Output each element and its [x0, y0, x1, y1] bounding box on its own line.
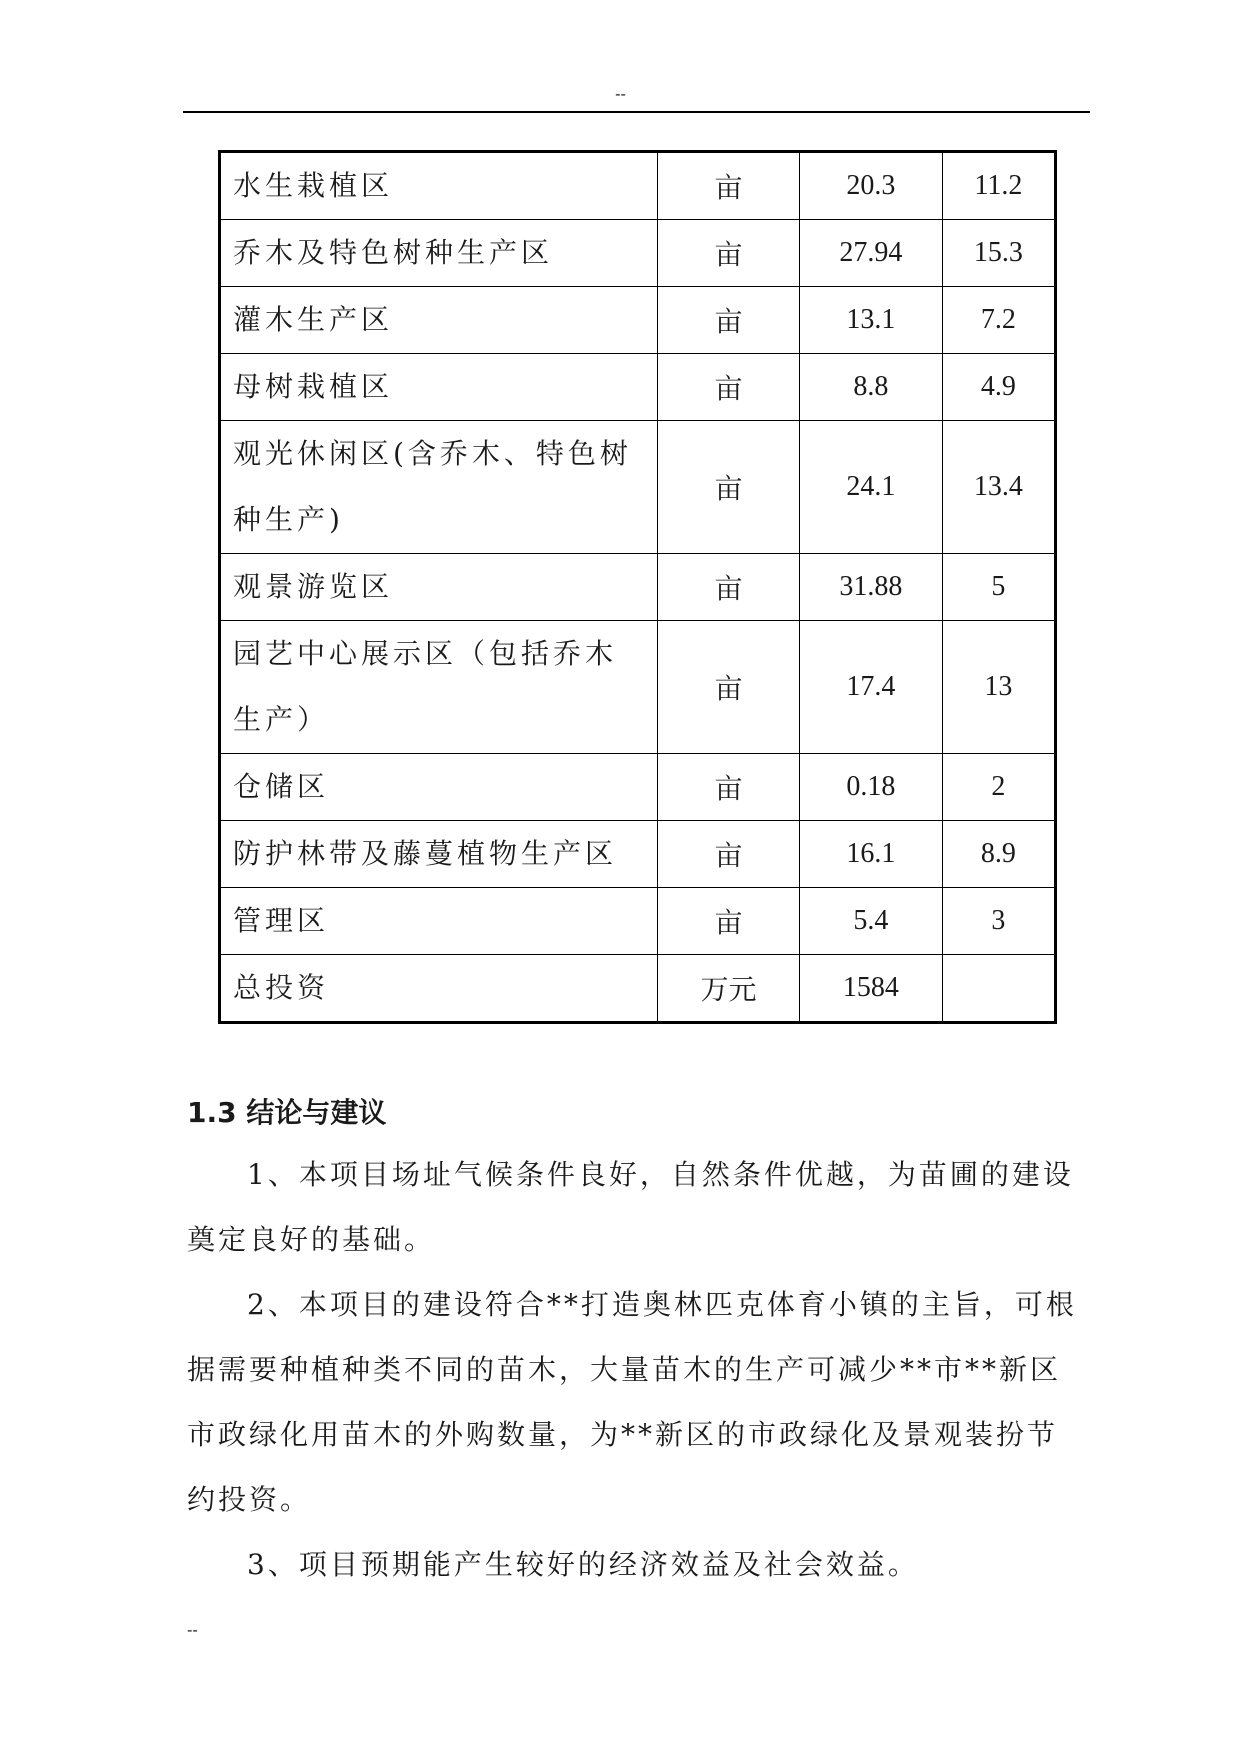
- land-use-table: [218, 150, 1057, 1024]
- table-row: [220, 152, 1056, 220]
- table-row: [220, 421, 1056, 554]
- row-value-1: 27.94: [799, 220, 942, 287]
- row-value-2: 15.3: [942, 220, 1055, 287]
- row-value-2: 13.4: [942, 421, 1055, 554]
- row-unit: 亩: [658, 888, 800, 955]
- row-unit: 亩: [658, 152, 800, 220]
- table-row: [220, 287, 1056, 354]
- row-value-2: 8.9: [942, 821, 1055, 888]
- row-unit: 亩: [658, 421, 800, 554]
- table-row: [220, 821, 1056, 888]
- row-name: 管理区: [220, 888, 658, 955]
- row-name: 乔木及特色树种生产区: [220, 220, 658, 287]
- row-name: 母树栽植区: [220, 354, 658, 421]
- conclusion-paragraph: 3、项目预期能产生较好的经济效益及社会效益。: [247, 1548, 919, 1581]
- row-unit: 亩: [658, 754, 800, 821]
- row-name: 总投资: [220, 955, 658, 1023]
- row-unit: 亩: [658, 220, 800, 287]
- conclusion-paragraph: 2、本项目的建设符合**打造奥林匹克体育小镇的主旨，可根据需要种植种类不同的苗木，大量苗木的生产可减少**市**新区市政绿化用苗木的外购数量，为**新区的市政绿化及景观装扮节约投资。: [187, 1288, 1077, 1516]
- row-value-1: 17.4: [799, 621, 942, 754]
- row-name: 观光休闲区(含乔木、特色树种生产): [220, 421, 658, 554]
- row-value-1: 13.1: [799, 287, 942, 354]
- row-unit: 亩: [658, 354, 800, 421]
- row-name: 仓储区: [220, 754, 658, 821]
- row-value-1: 31.88: [799, 554, 942, 621]
- row-name: 园艺中心展示区（包括乔木生产）: [220, 621, 658, 754]
- row-value-2: 13: [942, 621, 1055, 754]
- row-unit: 亩: [658, 287, 800, 354]
- table-row: [220, 554, 1056, 621]
- row-value-2: 2: [942, 754, 1055, 821]
- table-row: [220, 354, 1056, 421]
- row-name: 灌木生产区: [220, 287, 658, 354]
- section-heading: 1.3 结论与建议: [187, 1096, 387, 1129]
- row-value-1: 1584: [799, 955, 942, 1023]
- row-unit: 亩: [658, 821, 800, 888]
- row-value-1: 5.4: [799, 888, 942, 955]
- row-unit: 万元: [658, 955, 800, 1023]
- row-value-1: 8.8: [799, 354, 942, 421]
- table-row: [220, 220, 1056, 287]
- header-rule: [183, 111, 1090, 113]
- conclusion-paragraph: 1、本项目场址气候条件良好，自然条件优越，为苗圃的建设奠定良好的基础。: [187, 1158, 1074, 1256]
- page-footer-mark: --: [187, 1620, 198, 1639]
- row-value-1: 24.1: [799, 421, 942, 554]
- row-name: 观景游览区: [220, 554, 658, 621]
- row-value-2: [942, 955, 1055, 1023]
- row-value-1: 0.18: [799, 754, 942, 821]
- table-row: [220, 888, 1056, 955]
- row-value-1: 20.3: [799, 152, 942, 220]
- table-row: [220, 621, 1056, 754]
- table-row-total: [220, 955, 1056, 1023]
- row-unit: 亩: [658, 621, 800, 754]
- row-name: 水生栽植区: [220, 152, 658, 220]
- page-header-mark: --: [615, 84, 626, 103]
- row-value-1: 16.1: [799, 821, 942, 888]
- table-row: [220, 754, 1056, 821]
- row-value-2: 7.2: [942, 287, 1055, 354]
- row-value-2: 3: [942, 888, 1055, 955]
- row-value-2: 4.9: [942, 354, 1055, 421]
- row-unit: 亩: [658, 554, 800, 621]
- row-value-2: 11.2: [942, 152, 1055, 220]
- row-name: 防护林带及藤蔓植物生产区: [220, 821, 658, 888]
- row-value-2: 5: [942, 554, 1055, 621]
